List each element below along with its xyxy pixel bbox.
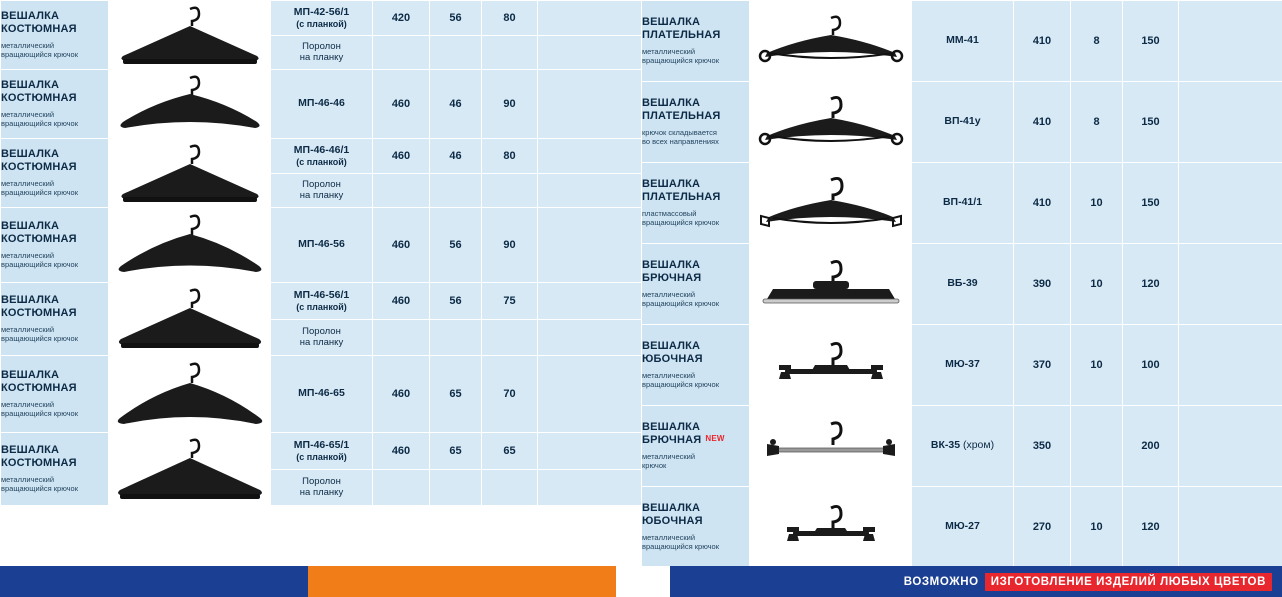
product-code: ВП-41у — [944, 115, 981, 128]
product-title: ВЕШАЛКА ПЛАТЕЛЬНАЯ — [642, 16, 721, 42]
product-code: МП-46-65 — [298, 387, 345, 400]
product-empty-cell — [1179, 406, 1282, 487]
product-title: ВЕШАЛКА КОСТЮМНАЯ — [1, 444, 77, 470]
product-empty-cell — [538, 70, 642, 139]
product-code: МП-46-65/1 — [293, 438, 350, 451]
product-name-cell — [642, 82, 750, 163]
product-empty-cell — [538, 139, 642, 174]
hanger-suit-icon — [109, 433, 271, 506]
product-code-cell — [912, 82, 1014, 163]
product-length: 410 — [1014, 1, 1071, 82]
product-subtitle: пластмассовый вращающийся крючок — [642, 208, 720, 228]
product-length: 460 — [373, 70, 430, 139]
product-code: МП-46-46 — [298, 97, 345, 110]
new-badge: NEW — [705, 434, 725, 444]
product-width: 65 — [430, 433, 482, 470]
product-title: ВЕШАЛКА БРЮЧНАЯ — [642, 259, 702, 285]
hanger-suit-icon — [109, 208, 271, 283]
product-code-cell — [912, 325, 1014, 406]
product-title: ВЕШАЛКА КОСТЮМНАЯ — [1, 148, 77, 174]
product-code-cell — [271, 433, 373, 470]
product-subtitle: металлический вращающийся крючок — [642, 370, 720, 390]
table-row[interactable] — [1, 283, 642, 320]
product-code-sub: (с планкой) — [296, 18, 347, 29]
product-width: 65 — [430, 356, 482, 433]
product-width: 8 — [1071, 1, 1123, 82]
product-qty: 120 — [1123, 244, 1179, 325]
product-qty: 100 — [1123, 325, 1179, 406]
product-name-cell — [642, 406, 750, 487]
foam-empty-4 — [538, 35, 642, 69]
product-width: 46 — [430, 70, 482, 139]
hanger-suit-icon — [109, 356, 271, 433]
product-length: 460 — [373, 208, 430, 283]
product-name-cell — [1, 1, 109, 70]
foam-label — [271, 319, 373, 355]
product-name-cell — [1, 433, 109, 506]
footer-note-highlight: ИЗГОТОВЛЕНИЕ ИЗДЕЛИЙ ЛЮБЫХ ЦВЕТОВ — [985, 573, 1272, 591]
right-product-column — [641, 0, 1282, 566]
product-qty: 150 — [1123, 163, 1179, 244]
product-code-cell — [271, 356, 373, 433]
product-subtitle: металлический вращающийся крючок — [642, 532, 720, 552]
foam-empty-1 — [373, 469, 430, 505]
hanger-suit-icon — [109, 283, 271, 356]
product-code: ВБ-39 — [947, 277, 978, 290]
product-empty-cell — [538, 208, 642, 283]
left-product-table — [0, 0, 642, 506]
table-row[interactable] — [1, 139, 642, 174]
foam-empty-1 — [373, 173, 430, 207]
product-code-sub: (с планкой) — [296, 156, 347, 167]
product-width: 10 — [1071, 487, 1123, 568]
product-length: 420 — [373, 1, 430, 36]
product-length: 410 — [1014, 82, 1071, 163]
product-length: 350 — [1014, 406, 1071, 487]
product-subtitle: металлический вращающийся крючок — [1, 178, 79, 198]
product-empty-cell — [538, 433, 642, 470]
product-name-cell — [1, 139, 109, 208]
foam-empty-2 — [430, 173, 482, 207]
product-code-cell — [912, 163, 1014, 244]
foam-line1: Поролон — [302, 475, 341, 487]
foam-line2: на планку — [299, 52, 344, 64]
product-subtitle: металлический вращающийся крючок — [1, 324, 79, 344]
product-qty: 75 — [482, 283, 538, 320]
foam-label — [271, 173, 373, 207]
right-table-body — [642, 1, 1282, 568]
table-row[interactable] — [642, 325, 1282, 406]
hanger-skirt-small-icon — [750, 487, 912, 568]
product-code-cell — [912, 244, 1014, 325]
hanger-dress-icon — [750, 1, 912, 82]
product-empty-cell — [1179, 163, 1282, 244]
product-code-cell — [271, 1, 373, 36]
product-code: МЮ-27 — [945, 520, 980, 533]
product-title-text: ВЕШАЛКА БРЮЧНАЯ — [642, 421, 702, 447]
foam-line1: Поролон — [302, 178, 341, 190]
product-width: 10 — [1071, 163, 1123, 244]
product-code-cell — [271, 70, 373, 139]
product-code: МП-42-56/1 — [293, 5, 350, 18]
product-empty-cell — [1179, 1, 1282, 82]
product-empty-cell — [1179, 325, 1282, 406]
foam-line2: на планку — [299, 190, 344, 202]
product-length: 370 — [1014, 325, 1071, 406]
table-row[interactable] — [1, 433, 642, 470]
product-code-cell — [912, 406, 1014, 487]
hanger-trousers-clip-icon — [750, 406, 912, 487]
product-name-cell — [1, 70, 109, 139]
foam-empty-3 — [482, 469, 538, 505]
product-name-cell — [1, 283, 109, 356]
product-subtitle: металлический вращающийся крючок — [1, 109, 79, 129]
table-row[interactable] — [642, 244, 1282, 325]
product-name-cell — [1, 356, 109, 433]
foam-empty-3 — [482, 35, 538, 69]
product-qty: 150 — [1123, 1, 1179, 82]
product-title: ВЕШАЛКА КОСТЮМНАЯ — [1, 220, 77, 246]
product-width: 56 — [430, 283, 482, 320]
foam-line2: на планку — [299, 487, 344, 499]
product-title: ВЕШАЛКА КОСТЮМНАЯ — [1, 79, 77, 105]
product-subtitle: металлический крючок — [642, 451, 696, 471]
product-length: 460 — [373, 139, 430, 174]
product-code: МП-46-56/1 — [293, 288, 350, 301]
table-row[interactable] — [1, 356, 642, 433]
product-qty: 80 — [482, 1, 538, 36]
footer-bar — [0, 566, 1282, 597]
footer-note-prefix: ВОЗМОЖНО — [903, 575, 979, 588]
product-width: 10 — [1071, 325, 1123, 406]
table-row[interactable] — [642, 406, 1282, 487]
product-name-cell — [642, 163, 750, 244]
foam-line1: Поролон — [302, 325, 341, 337]
product-code-extra: (хром) — [962, 439, 995, 452]
product-qty: 70 — [482, 356, 538, 433]
product-qty: 65 — [482, 433, 538, 470]
left-product-column — [0, 0, 641, 566]
product-length: 390 — [1014, 244, 1071, 325]
foam-label — [271, 469, 373, 505]
product-qty: 90 — [482, 208, 538, 283]
product-name-cell — [642, 325, 750, 406]
product-subtitle: металлический вращающийся крючок — [1, 399, 79, 419]
product-title: ВЕШАЛКА КОСТЮМНАЯ — [1, 294, 77, 320]
product-qty: 200 — [1123, 406, 1179, 487]
foam-empty-3 — [482, 173, 538, 207]
product-qty: 80 — [482, 139, 538, 174]
table-row[interactable] — [642, 163, 1282, 244]
foam-empty-4 — [538, 173, 642, 207]
product-code: МП-46-56 — [298, 238, 345, 251]
product-title: ВЕШАЛКА ЮБОЧНАЯ — [642, 340, 703, 366]
hanger-dress-plastic-icon — [750, 163, 912, 244]
foam-line2: на планку — [299, 337, 344, 349]
table-row[interactable] — [1, 208, 642, 283]
hanger-dress-folding-icon — [750, 82, 912, 163]
footer-orange-block — [308, 566, 616, 597]
product-code-cell — [271, 208, 373, 283]
foam-label — [271, 35, 373, 69]
product-length: 460 — [373, 283, 430, 320]
product-title: ВЕШАЛКА ПЛАТЕЛЬНАЯ — [642, 97, 721, 123]
foam-empty-3 — [482, 319, 538, 355]
product-subtitle: металлический вращающийся крючок — [1, 474, 79, 494]
product-empty-cell — [538, 283, 642, 320]
product-empty-cell — [538, 1, 642, 36]
table-row[interactable] — [1, 70, 642, 139]
product-name-cell — [1, 208, 109, 283]
foam-empty-4 — [538, 469, 642, 505]
product-title: ВЕШАЛКА КОСТЮМНАЯ — [1, 369, 77, 395]
product-name-cell — [642, 1, 750, 82]
product-length: 270 — [1014, 487, 1071, 568]
product-empty-cell — [1179, 244, 1282, 325]
product-code-cell — [912, 1, 1014, 82]
product-code-cell — [271, 283, 373, 320]
foam-line1: Поролон — [302, 40, 341, 52]
hanger-skirt-icon — [750, 325, 912, 406]
table-row[interactable] — [642, 1, 1282, 82]
product-empty-cell — [538, 356, 642, 433]
product-name-cell — [642, 244, 750, 325]
product-code: ВП-41/1 — [942, 196, 983, 209]
product-title: ВЕШАЛКА ЮБОЧНАЯ — [642, 502, 703, 528]
product-code-sub: (с планкой) — [296, 451, 347, 462]
product-name-cell — [642, 487, 750, 568]
hanger-suit-icon — [109, 139, 271, 208]
product-width: 46 — [430, 139, 482, 174]
product-width: 56 — [430, 1, 482, 36]
product-code: ВК-35 — [930, 439, 961, 452]
product-width — [1071, 406, 1123, 487]
product-code-cell — [271, 139, 373, 174]
foam-empty-2 — [430, 35, 482, 69]
table-row[interactable] — [642, 487, 1282, 568]
footer-white-gap — [616, 566, 670, 597]
product-width: 56 — [430, 208, 482, 283]
product-length: 410 — [1014, 163, 1071, 244]
foam-empty-4 — [538, 319, 642, 355]
foam-empty-1 — [373, 319, 430, 355]
foam-empty-2 — [430, 319, 482, 355]
product-title — [642, 421, 749, 446]
right-product-table — [641, 0, 1282, 568]
footer-blue-block — [0, 566, 308, 597]
product-subtitle: металлический вращающийся крючок — [1, 250, 79, 270]
product-subtitle: металлический вращающийся крючок — [642, 46, 720, 66]
product-subtitle: крючок складывается во всех направлениях — [642, 127, 719, 147]
product-code: ММ-41 — [946, 34, 979, 47]
product-qty: 90 — [482, 70, 538, 139]
product-subtitle: металлический вращающийся крючок — [1, 40, 79, 60]
product-code-cell — [912, 487, 1014, 568]
product-empty-cell — [1179, 82, 1282, 163]
product-subtitle: металлический вращающийся крючок — [642, 289, 720, 309]
product-width: 10 — [1071, 244, 1123, 325]
product-title: ВЕШАЛКА ПЛАТЕЛЬНАЯ — [642, 178, 721, 204]
product-length: 460 — [373, 356, 430, 433]
left-table-body — [1, 1, 642, 506]
product-code: МЮ-37 — [945, 358, 980, 371]
table-row[interactable] — [642, 82, 1282, 163]
product-qty: 150 — [1123, 82, 1179, 163]
product-empty-cell — [1179, 487, 1282, 568]
footer-note — [670, 566, 1282, 597]
product-length: 460 — [373, 433, 430, 470]
product-code: МП-46-46/1 — [293, 143, 350, 156]
foam-empty-2 — [430, 469, 482, 505]
product-width: 8 — [1071, 82, 1123, 163]
hanger-suit-icon — [109, 1, 271, 70]
table-row[interactable] — [1, 1, 642, 36]
product-qty: 120 — [1123, 487, 1179, 568]
product-title: ВЕШАЛКА КОСТЮМНАЯ — [1, 10, 77, 36]
product-code-sub: (с планкой) — [296, 301, 347, 312]
hanger-trousers-icon — [750, 244, 912, 325]
foam-empty-1 — [373, 35, 430, 69]
hanger-suit-icon — [109, 70, 271, 139]
